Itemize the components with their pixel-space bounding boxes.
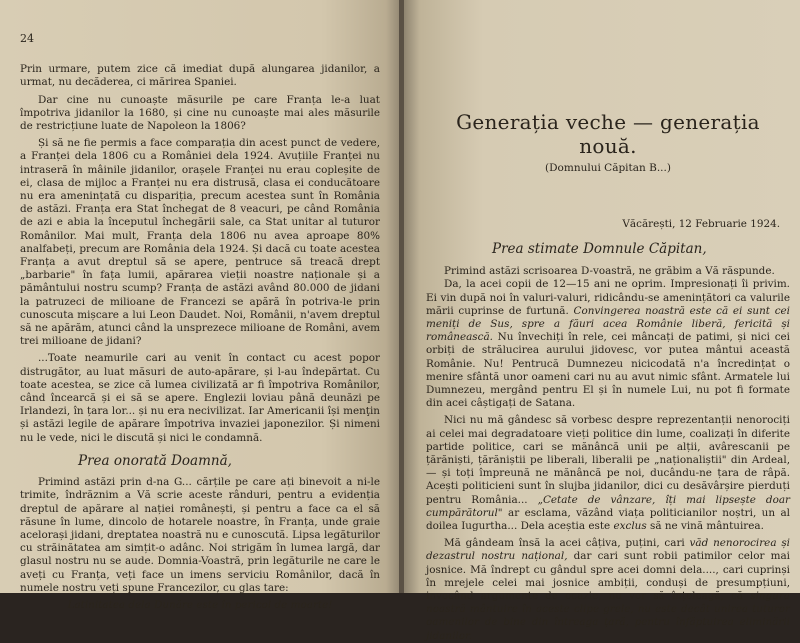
paragraph: Primind astăzi prin d-na G... cărțile pe care ați binevoit a ni-le trimite, îndrăznim a Vă scrie aceste rânduri, pentru a evidenția dreptul de apărare al nației românești, și pentru a face ca el să răsune în lume, dincolo de hotarele noastre, în Franța, unde graie acelorași jidani, dreptatea noastră nu e cunoscută. Lipsa legăturilor cu străinătatea am simțit-o adânc. Noi strigăm în lumea largă, dar glasul nostru nu se aude. Domnia-Voastră, prin legăturile ne care le aveți cu Franța, veți face un imens serviciu Românilor, dacă în numele nostru veți spune Francezilor, cu glas tare: bbox=[20, 476, 380, 594]
letter-salutation: Prea onorată Doamnă, bbox=[78, 452, 232, 469]
letter-dateline: Văcărești, 12 Februarie 1924. bbox=[622, 218, 780, 230]
right-page bbox=[404, 0, 800, 642]
paragraph: Și să ne fie permis a face comparația din acest punct de vedere, a Franței dela 1806 cu a României dela 1924. Avuțiile Franței nu intraseră în mâinile jidanilor, orașele Franței nu erau copleșite de ei, clasa de mijloc a Franței nu era distrusă, clasa ei conducătoare nu era amenințată cu dispariția, precum acestea sunt în România de astăzi. Franța era Stat închegat de 8 veacuri, pe când România de azi e abia la începutul închegării sale, ca Stat unitar al tuturor Românilor. Mai mult, Franța dela 1806 nu avea aproape 80% analfabeți, precum are România dela 1924. Și dacă cu toate acestea Franța a avut dreptul să se apere, pentruce să treacă drept „barbarie" în fața lumii, apărarea vieții noastre naționale și a pământului nostru scump? Franța de astăzi având 80.000 de jidani la patruzeci de milioane de Francezi se apără în potriva-le prin cunoscuta mișcare a lui Leon Daudet. Noi, Românii, n'avem dreptul să ne apărăm, atunci când la unsprezece milioane de Români, avem trei milioane de jidani? bbox=[20, 137, 380, 348]
paragraph: ...Toate neamurile cari au venit în contact cu acest popor distrugător, au luat măsuri de auto-apărare, și l-au îndepărtat. Cu toate acestea, se zice că lumea civilizată ar fi împotriva Românilor, când încearcă și ei să se apere. Englezii loviau până deunăzi pe Irlandezi, în țara lor... și nu era necivilizat. Iar Americanii își menţin și astăzi legile de apărare împotriva invaziei japonezilor. Și nimeni nu le vede, nici le discută și nici le condamnă. bbox=[20, 352, 380, 444]
closing-line: Latinitatea dela Dunăre este în pericol de moarte! bbox=[67, 598, 333, 611]
chapter-subtitle: (Domnului Căpitan B...) bbox=[545, 162, 671, 174]
letter-salutation: Prea stimate Domnule Căpitan, bbox=[492, 241, 707, 258]
page-number: 24 bbox=[20, 32, 34, 45]
paragraph: Prin urmare, putem zice că imediat după alungarea jidanilor, a urmat, nu decăderea, ci mărirea Spaniei. bbox=[20, 63, 380, 89]
paragraph: Mă gândeam însă la acei câțiva, puțini, cari văd nenorocirea și dezastrul nostru național, dar cari sunt robii patimilor celor mai josnice. Mă îndrept cu gândul spre acei domni dela...., cari cuprinși în mrejele celei mai josnice ambiții, conduși de presumpțiuni, invocând argumente de ocazie, nu vor să înțeleagă, că singura noastră mântuire în aceste clipe grele, nu este decât unirea tuturor oamenilor de bine din întreaga țară, pentru înfăptuirea eliminării jidanilor. bbox=[426, 537, 790, 642]
chapter-title: Generația veche — generația nouă. bbox=[456, 110, 760, 158]
paragraph: Dar cine nu cunoaște măsurile pe care Franța le-a luat împotriva jidanilor la 1680, și cine nu cunoaște mai ales măsurile de restricțiune luate de Napoleon la 1806? bbox=[20, 93, 380, 133]
paragraph: Primind astăzi scrisoarea D-voastră, ne grăbim a Vă răspunde. bbox=[444, 265, 775, 278]
paragraph: Da, la acei copii de 12—15 ani ne oprim. Impresionați îi privim. Ei vin după noi în valuri-valuri, ridicându-se amenințători ca valurile mării cuprinse de furtună. Convingerea noastră este că ei sunt cei meniți de Sus, spre a făuri acea Românie liberă, fericită și românească. Nu învechiți în rele, cei mâncați de patimi, și nici cei orbiți de strălucirea aurului jidovesc, vor putea mântui această Românie. Nu! Pentrucă Dumnezeu nicicodată n'a încredințat o menire sfântă unor oameni cari nu au avut nimic sfânt. Armatele lui Dumnezeu, mergând pentru El și în numele Lui, nu pot fi formate din acei câștigați de Satana. bbox=[426, 278, 790, 410]
paragraph: Nici nu mă gândesc să vorbesc despre reprezentanții nenorociți ai celei mai degradatoare vieți politice din lume, coalizați în diferite partide politice, cari se mănâncă unii pe alții, avârescanii pe țărăniști, țărăniștii pe liberali, liberalii pe „naționaliștii" din Ardeal, — și toți împreună ne mănâncă pe noi, ducându-ne țara de râpă. Acești politicieni sunt în slujba jidanilor, dici cu desăvârșire pierduți pentru România... „Cetate de vânzare, îți mai lipsește doar cumpărătorul" ar esclama, văzând viața politicianilor noștri, un al doilea Iugurtha... Dela aceștia este exclus să ne vină mântuirea. bbox=[426, 414, 790, 533]
left-page bbox=[0, 0, 402, 611]
